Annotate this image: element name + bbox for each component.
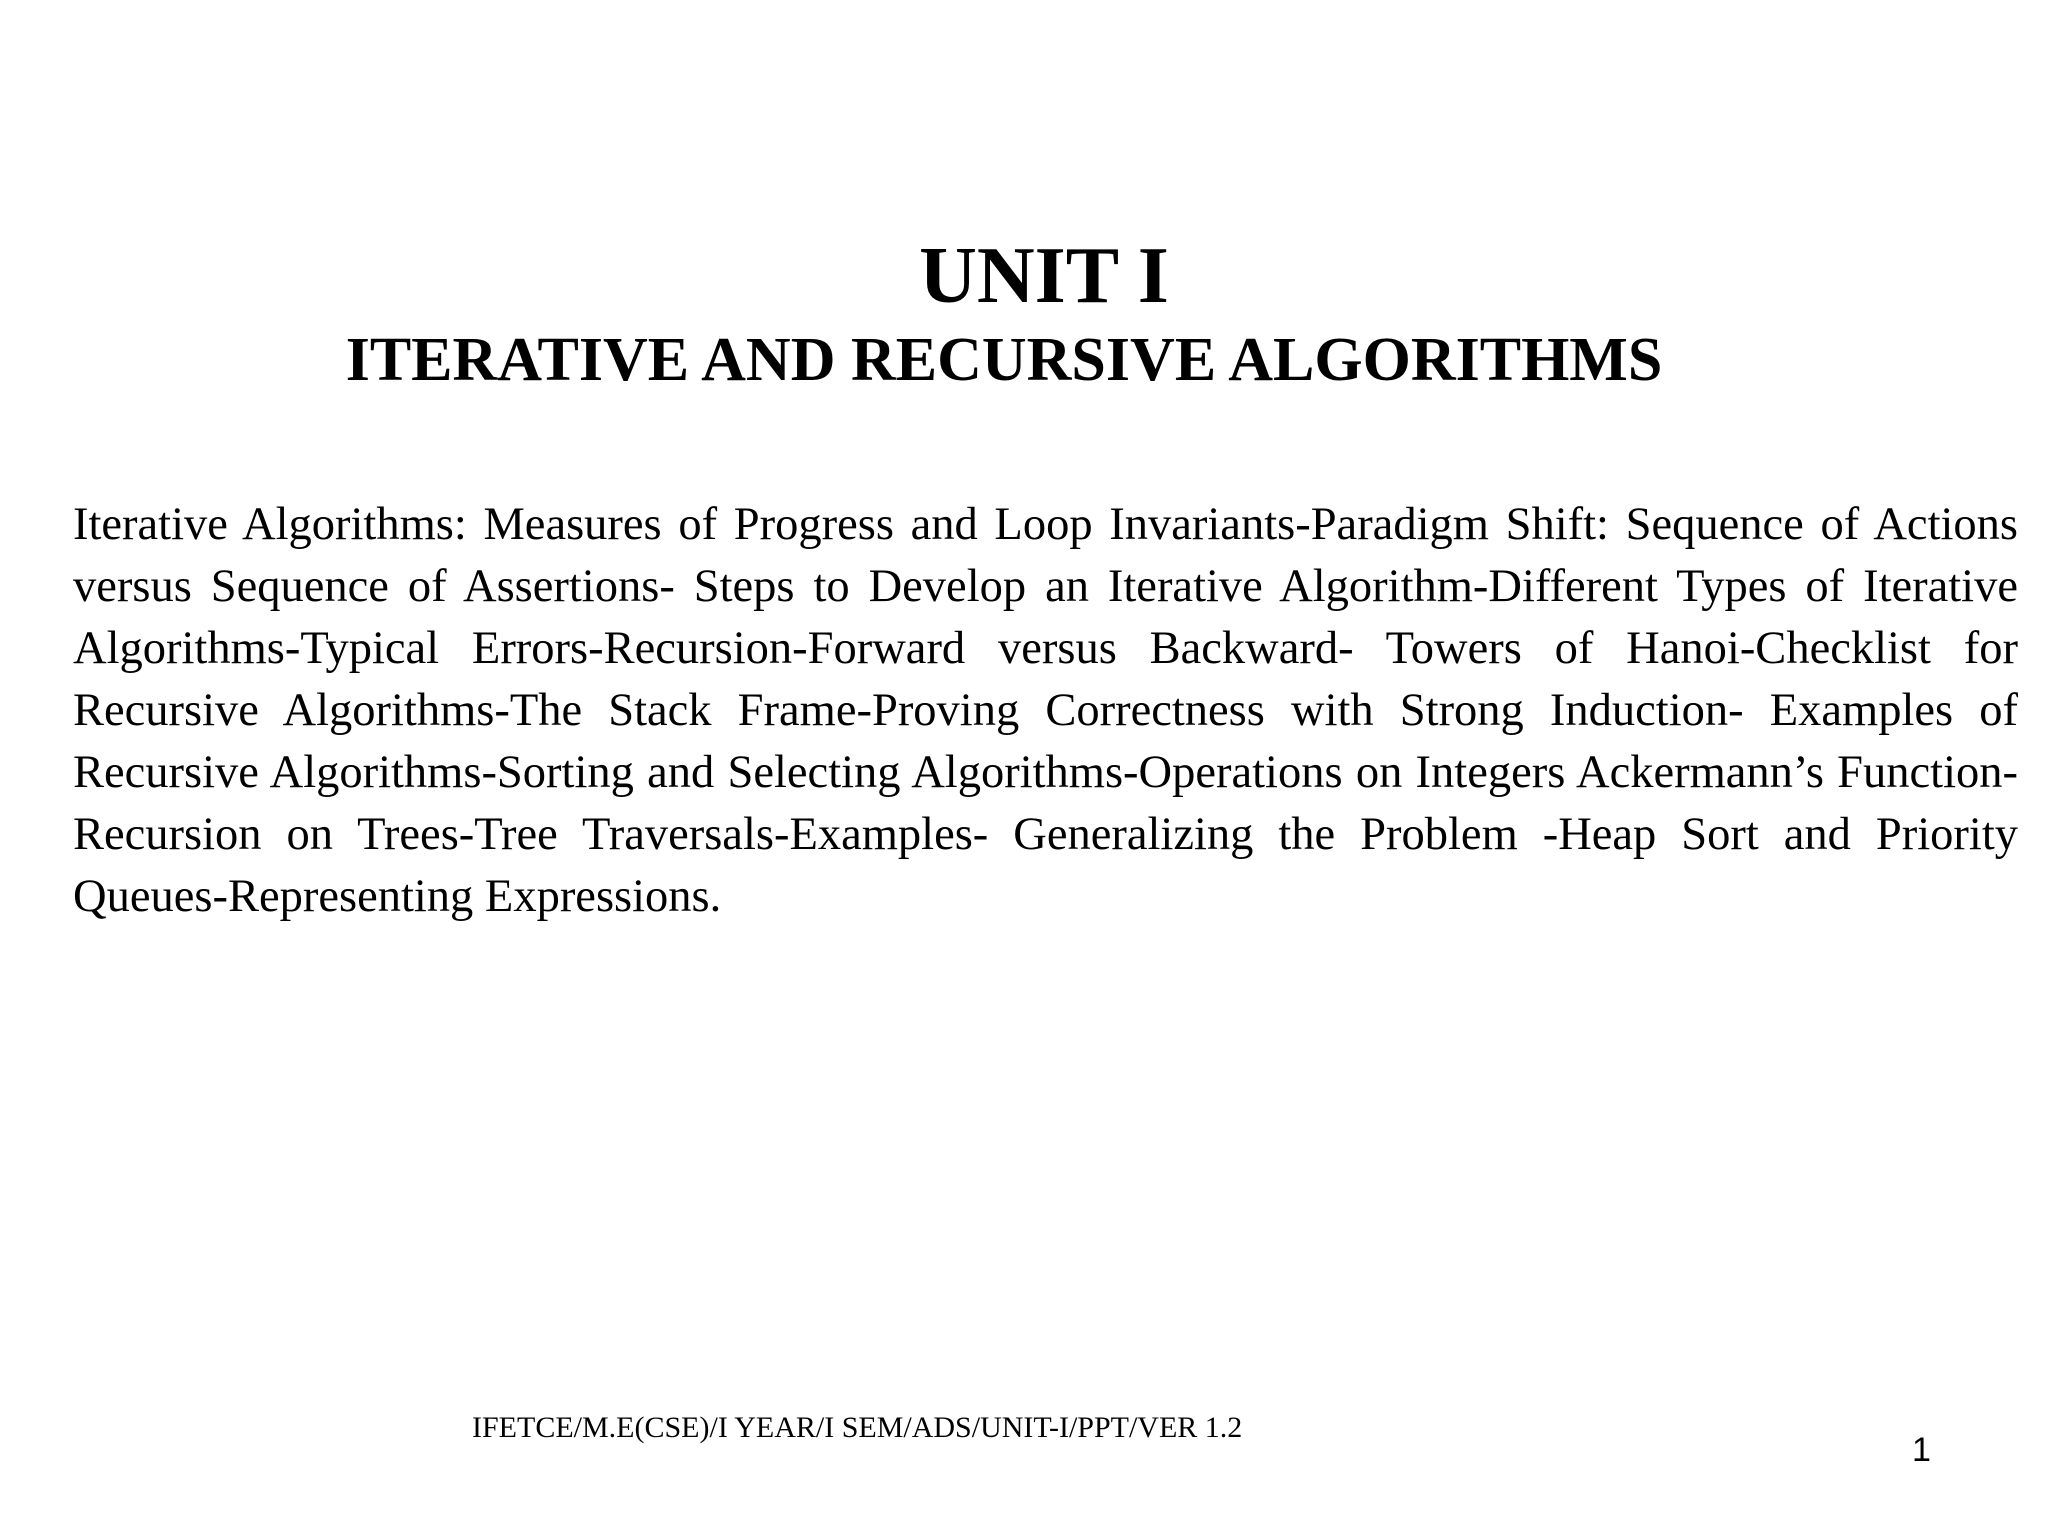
slide-footer: IFETCE/M.E(CSE)/I YEAR/I SEM/ADS/UNIT-I/PPT/VER 1.2 xyxy=(472,1411,1243,1444)
unit-title: UNIT I xyxy=(919,232,1169,320)
page-number: 1 xyxy=(1912,1431,1931,1469)
syllabus-text: Iterative Algorithms: Measures of Progress and Loop Invariants-Paradigm Shift: Sequence of Actions versus Sequence of Assertions- Steps to Develop an Iterative Algorithm-Different Types of Iterative Algorithms-Typical Errors-Recursion-Forward versus Backward- Towers of Hanoi-Checklist for Recursive Algorithms-The Stack Frame-Proving Correctness with Strong Induction- Examples of Recursive Algorithms-Sorting and Selecting Algorithms-Operations on Integers Ackermann’s Function- Recursion on Trees-Tree Traversals-Examples- Generalizing the Problem -Heap Sort and Priority Queues-Representing Expressions. xyxy=(73,499,2018,922)
unit-subtitle: ITERATIVE AND RECURSIVE ALGORITHMS xyxy=(345,326,1663,394)
